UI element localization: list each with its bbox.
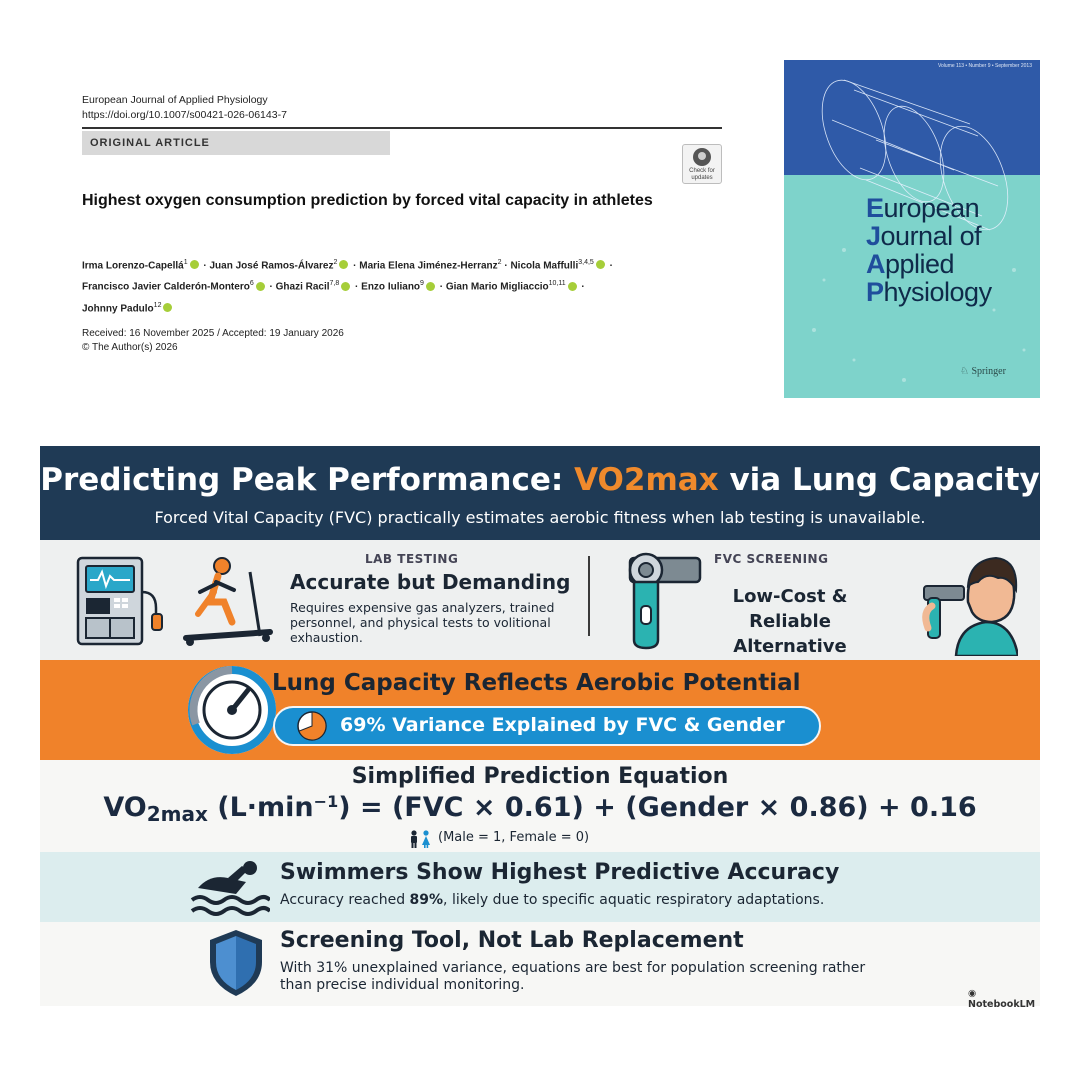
author-name[interactable]: Juan José Ramos-Álvarez bbox=[209, 260, 334, 272]
comparison-divider bbox=[588, 556, 590, 636]
orcid-icon[interactable] bbox=[568, 282, 577, 291]
screening-heading: Screening Tool, Not Lab Replacement bbox=[280, 928, 744, 953]
article-type-label: ORIGINAL ARTICLE bbox=[82, 131, 390, 155]
infographic-title: Predicting Peak Performance: VO2max via Lung Capacity bbox=[40, 462, 1040, 498]
lung-capacity-heading: Lung Capacity Reflects Aerobic Potential bbox=[272, 670, 801, 696]
publisher-logo: ♘ Springer bbox=[960, 366, 1006, 377]
springer-horse-icon: ♘ bbox=[960, 366, 969, 377]
author-affiliation: 12 bbox=[153, 301, 162, 309]
gauge-icon bbox=[184, 662, 280, 758]
header-rule bbox=[82, 127, 722, 129]
author-name[interactable]: Francisco Javier Calderón-Montero bbox=[82, 281, 250, 293]
copyright-notice: © The Author(s) 2026 bbox=[82, 342, 178, 353]
cover-title-line: European bbox=[866, 193, 980, 223]
orcid-icon[interactable] bbox=[256, 282, 265, 291]
variance-pill-text: 69% Variance Explained by FVC & Gender bbox=[340, 714, 785, 736]
article-header bbox=[0, 0, 760, 420]
cover-volume-line: Volume 113 • Number 9 • September 2013 bbox=[937, 63, 1032, 69]
doi-link[interactable]: https://doi.org/10.1007/s00421-026-06143-7 bbox=[82, 109, 287, 121]
orcid-icon[interactable] bbox=[339, 260, 348, 269]
author-affiliation: 9 bbox=[420, 280, 424, 288]
author-affiliation: 7,8 bbox=[329, 280, 340, 288]
swimmers-heading: Swimmers Show Highest Predictive Accuracy bbox=[280, 860, 840, 885]
shield-icon bbox=[206, 928, 266, 998]
equation-heading: Simplified Prediction Equation bbox=[351, 764, 729, 789]
check-for-updates-label: Check for updates bbox=[689, 168, 715, 181]
author-list: Irma Lorenzo-Capellá$^1$ · Juan José Ramos-Álvarez$^2$ · Maria Elena Jiménez-Herranz$^2$ · Nicola Maffulli$^{3,4,5}$ · Francisco Javier Calderón-Montero$^6$ · Ghazi Racil$^{7,8}$ · Enzo Iuliano$^9$ · Gian Mario Migliaccio$^{10,11}$ · Johnny Padulo$^{12}$ bbox=[82, 259, 613, 314]
author-affiliation: 6 bbox=[249, 280, 254, 288]
infographic-subtitle: Forced Vital Capacity (FVC) practically estimates aerobic fitness when lab testing is unavailable. bbox=[154, 508, 926, 527]
fvc-screening-heading: Low-Cost & Reliable Alternative bbox=[732, 586, 848, 657]
screening-band bbox=[40, 922, 1040, 1010]
author-name[interactable]: Maria Elena Jiménez-Herranz bbox=[359, 260, 498, 272]
journal-name: European Journal of Applied Physiology bbox=[82, 94, 268, 106]
author-name[interactable]: Enzo Iuliano bbox=[361, 281, 421, 293]
author-name[interactable]: Nicola Maffulli bbox=[510, 260, 579, 272]
received-accepted-dates: Received: 16 November 2025 / Accepted: 19 January 2026 bbox=[82, 328, 344, 339]
orcid-icon[interactable] bbox=[426, 282, 435, 291]
notebooklm-logo-icon: ◉ bbox=[968, 988, 977, 999]
crossmark-icon bbox=[693, 148, 711, 166]
treadmill-runner-icon bbox=[180, 552, 280, 652]
fvc-screening-kicker: FVC SCREENING bbox=[714, 552, 829, 566]
cover-title-line: Physiology bbox=[866, 277, 992, 307]
orcid-icon[interactable] bbox=[190, 260, 199, 269]
author-affiliation: 2 bbox=[497, 259, 502, 266]
author-affiliation: 1 bbox=[183, 259, 188, 266]
author-name[interactable]: Ghazi Racil bbox=[275, 281, 330, 293]
journal-cover bbox=[784, 60, 1040, 398]
author-affiliation: 3,4,5 bbox=[578, 259, 594, 266]
lung-capacity-band bbox=[40, 660, 1040, 760]
orcid-icon[interactable] bbox=[163, 303, 172, 312]
author-name[interactable]: Gian Mario Migliaccio bbox=[445, 281, 549, 293]
author-affiliation: 10,11 bbox=[548, 280, 566, 288]
orcid-icon[interactable] bbox=[596, 260, 605, 269]
author-affiliation: 2 bbox=[333, 259, 338, 266]
cover-title-line: Journal of bbox=[866, 221, 982, 251]
gender-coding-note: (Male = 1, Female = 0) bbox=[438, 830, 590, 845]
orcid-icon[interactable] bbox=[341, 282, 350, 291]
lab-testing-heading: Accurate but Demanding bbox=[290, 570, 571, 594]
cover-title-line: Applied bbox=[866, 249, 955, 279]
equation-band bbox=[40, 760, 1040, 852]
infographic bbox=[40, 446, 1040, 1010]
male-female-icon bbox=[406, 830, 436, 848]
check-for-updates-badge[interactable] bbox=[682, 144, 722, 184]
person-using-spirometer-icon bbox=[908, 546, 1018, 656]
notebooklm-watermark: ◉ NotebookLM bbox=[968, 988, 1036, 1010]
comparison-band bbox=[40, 540, 1040, 660]
author-name[interactable]: Irma Lorenzo-Capellá bbox=[82, 260, 184, 272]
screening-text: With 31% unexplained variance, equations are best for population screening rather than precise individual monitoring. bbox=[280, 960, 866, 993]
gas-analyzer-icon bbox=[70, 552, 170, 652]
infographic-header bbox=[40, 446, 1040, 540]
article-title: Highest oxygen consumption prediction by forced vital capacity in athletes bbox=[82, 192, 653, 209]
swimmers-band bbox=[40, 852, 1040, 922]
variance-pie-icon bbox=[296, 710, 328, 742]
swimmers-text: Accuracy reached 89%, likely due to specific aquatic respiratory adaptations. bbox=[280, 892, 825, 908]
lab-testing-kicker: LAB TESTING bbox=[365, 552, 459, 566]
author-name[interactable]: Johnny Padulo bbox=[82, 302, 154, 314]
cover-title bbox=[866, 194, 992, 306]
prediction-equation: VO2max $(L\cdot\min^{-1}) = (FVC \times 0.61)$ + (Gender × 0.86) + 0.16 bbox=[103, 792, 977, 826]
swimmer-icon bbox=[190, 856, 270, 918]
lab-testing-text: Requires expensive gas analyzers, trained personnel, and physical tests to volitional exhaustion. bbox=[290, 600, 555, 645]
